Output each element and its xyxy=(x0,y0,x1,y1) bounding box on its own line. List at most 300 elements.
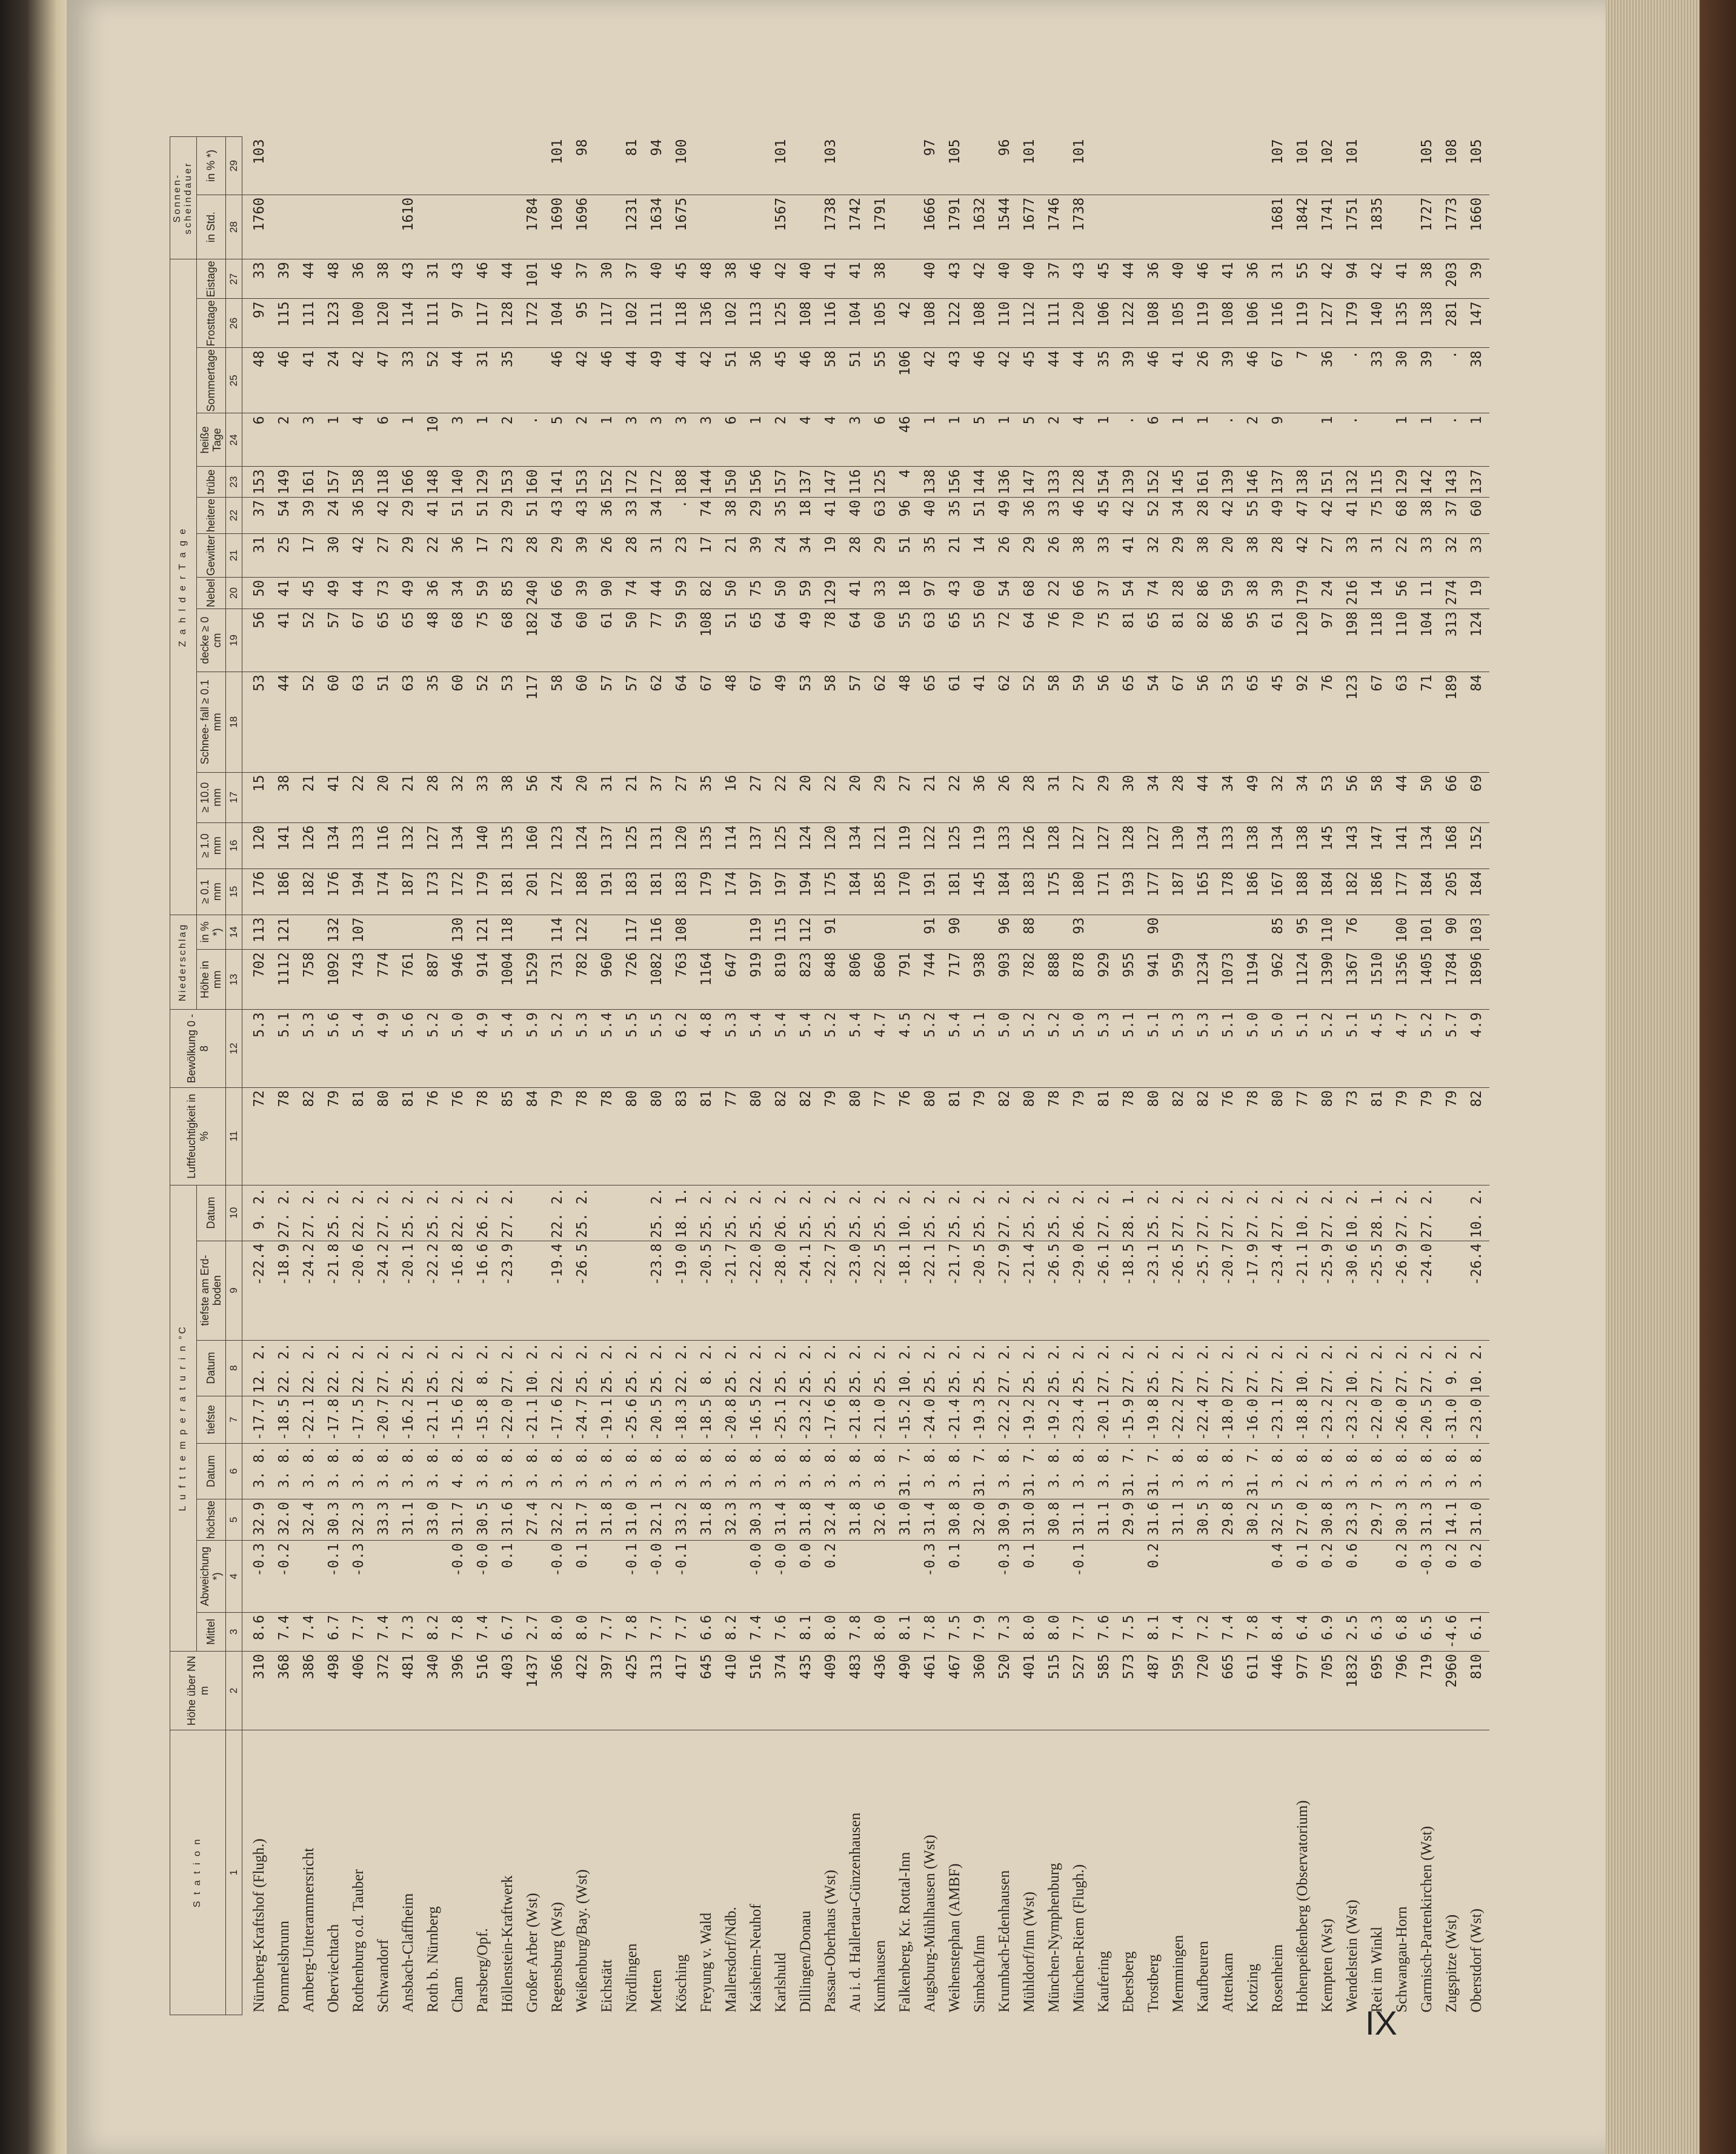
table-cell: 28 xyxy=(1266,533,1291,577)
table-cell: 27. 2. xyxy=(1191,1185,1216,1241)
table-cell: 145 xyxy=(1315,822,1340,869)
table-cell: -20.5 xyxy=(645,1396,670,1443)
table-cell: 183 xyxy=(620,869,645,915)
table-cell xyxy=(471,137,496,195)
table-cell: 170 xyxy=(893,869,918,915)
table-cell: 1610 xyxy=(396,195,421,259)
table-cell: 35 xyxy=(421,672,446,773)
table-cell: 3. 8. xyxy=(1365,1443,1390,1499)
table-cell xyxy=(620,1241,645,1340)
table-cell: 121 xyxy=(272,915,297,949)
table-cell: 165 xyxy=(1191,869,1216,915)
table-cell: 8.2 xyxy=(421,1612,446,1651)
table-cell: 161 xyxy=(1191,467,1216,498)
table-cell: 44 xyxy=(620,348,645,413)
table-cell: 110 xyxy=(1315,915,1340,949)
table-cell: 36 xyxy=(1142,259,1166,299)
table-cell: 177 xyxy=(1390,869,1415,915)
table-cell: 184 xyxy=(993,869,1017,915)
table-cell: 110 xyxy=(993,299,1017,348)
table-cell: -17.6 xyxy=(819,1396,843,1443)
table-cell: 38 xyxy=(1465,348,1489,413)
table-cell xyxy=(794,195,819,259)
table-cell: 45 xyxy=(297,577,322,609)
table-cell: 4.9 xyxy=(1465,1010,1489,1088)
table-cell xyxy=(1241,137,1266,195)
table-cell: 54 xyxy=(272,497,297,533)
table-cell: 101 xyxy=(1340,137,1365,195)
table-cell: 129 xyxy=(1390,467,1415,498)
table-cell xyxy=(496,195,520,259)
station-name: Schwandorf xyxy=(375,1939,392,2013)
table-cell: 117 xyxy=(471,299,496,348)
table-cell: 22. 2. xyxy=(545,1340,570,1396)
table-cell: -17.5 xyxy=(347,1396,371,1443)
table-cell: 193 xyxy=(1117,869,1142,915)
table-cell: 188 xyxy=(1291,869,1315,915)
table-cell: 25. 2. xyxy=(1017,1185,1042,1241)
table-cell: 5.0 xyxy=(993,1010,1017,1088)
table-cell: 108 xyxy=(918,299,943,348)
table-cell: 25. 2. xyxy=(1042,1185,1067,1241)
table-cell: 823 xyxy=(794,950,819,1010)
table-cell: 481 xyxy=(396,1652,421,1730)
table-cell: 3. 8. xyxy=(1390,1443,1415,1499)
table-cell: 36 xyxy=(1241,259,1266,299)
table-cell: 31.7 xyxy=(570,1499,595,1540)
table-cell: 446 xyxy=(1266,1652,1291,1730)
table-cell: 121 xyxy=(868,822,893,869)
table-cell: -21.7 xyxy=(943,1241,968,1340)
table-cell: 30.3 xyxy=(744,1499,769,1540)
table-cell: 160 xyxy=(520,467,545,498)
table-cell: 35 xyxy=(694,772,719,822)
table-cell: 8.0 xyxy=(868,1612,893,1651)
table-cell: 30.3 xyxy=(322,1499,347,1540)
station-name: Metten xyxy=(648,1969,665,2013)
table-cell: 4.5 xyxy=(893,1010,918,1088)
table-cell: 417 xyxy=(670,1652,694,1730)
table-cell: 184 xyxy=(1315,869,1340,915)
table-cell: 201 xyxy=(520,869,545,915)
col-number-29: 29 xyxy=(226,137,242,195)
col-header-10: Datum xyxy=(196,1185,225,1241)
table-cell: 8.1 xyxy=(794,1612,819,1651)
table-cell: 49 xyxy=(1241,772,1266,822)
table-cell: 51 xyxy=(471,497,496,533)
col-number-7: 7 xyxy=(226,1396,242,1443)
table-cell: 27. 2. xyxy=(1241,1340,1266,1396)
table-cell: 24 xyxy=(322,497,347,533)
table-cell: 148 xyxy=(421,467,446,498)
table-cell: 24 xyxy=(769,533,794,577)
table-cell: 959 xyxy=(1166,950,1191,1010)
table-cell: 61 xyxy=(943,672,968,773)
table-cell: -0.1 xyxy=(1067,1541,1092,1613)
table-cell: 24 xyxy=(322,348,347,413)
table-cell xyxy=(496,137,520,195)
table-cell: 67 xyxy=(1166,672,1191,773)
table-cell: 21 xyxy=(396,772,421,822)
table-cell: -23.0 xyxy=(1465,1396,1489,1443)
table-cell: 40 xyxy=(918,497,943,533)
table-cell: 27. 2. xyxy=(371,1340,396,1396)
table-cell: 55 xyxy=(1291,259,1315,299)
table-cell: 4. 8. xyxy=(446,1443,471,1499)
table-cell: 27. 2. xyxy=(1266,1185,1291,1241)
table-cell: 179 xyxy=(1340,299,1365,348)
table-cell: 21 xyxy=(620,772,645,822)
col-number-24: 24 xyxy=(226,413,242,467)
table-cell: 34 xyxy=(1166,497,1191,533)
table-cell: 75 xyxy=(1092,609,1117,672)
table-cell: 3. 8. xyxy=(570,1443,595,1499)
table-cell: 60 xyxy=(968,577,993,609)
table-cell: 157 xyxy=(769,467,794,498)
table-cell: 3 xyxy=(843,413,868,467)
table-cell: -19.2 xyxy=(1042,1396,1067,1443)
table-cell: 111 xyxy=(421,299,446,348)
col-number-27: 27 xyxy=(226,259,242,299)
table-cell xyxy=(1166,137,1191,195)
table-cell: 37 xyxy=(570,259,595,299)
table-cell: 106 xyxy=(893,348,918,413)
table-cell: 31.3 xyxy=(1415,1499,1440,1540)
table-cell: 122 xyxy=(918,822,943,869)
table-cell: 77 xyxy=(868,1087,893,1185)
table-cell: -0.0 xyxy=(471,1541,496,1613)
table-cell: 46 xyxy=(893,413,918,467)
table-cell: 1092 xyxy=(322,950,347,1010)
table-cell: 6.7 xyxy=(322,1612,347,1651)
table-cell: 5.6 xyxy=(322,1010,347,1088)
table-cell: 5.6 xyxy=(396,1010,421,1088)
table-cell: 25. 2. xyxy=(570,1185,595,1241)
table-cell: 38 xyxy=(1241,577,1266,609)
table-cell: -15.8 xyxy=(471,1396,496,1443)
table-cell: 176 xyxy=(242,869,272,915)
table-cell: 46 xyxy=(1191,259,1216,299)
table-cell: 720 xyxy=(1191,1652,1216,1730)
table-cell: 197 xyxy=(744,869,769,915)
table-cell: -19.8 xyxy=(1142,1396,1166,1443)
zahl-der-tage-group-header: Z a h l d e r T a g e xyxy=(170,259,197,915)
table-cell: 203 xyxy=(1440,259,1465,299)
table-cell: 9 xyxy=(1266,413,1291,467)
table-cell: 181 xyxy=(645,869,670,915)
col-number-6: 6 xyxy=(226,1443,242,1499)
table-cell: -25.9 xyxy=(1315,1241,1340,1340)
table-cell: 63 xyxy=(918,609,943,672)
table-cell: 105 xyxy=(868,299,893,348)
table-cell: 38 xyxy=(719,497,744,533)
table-cell: 5.5 xyxy=(645,1010,670,1088)
table-cell: 46 xyxy=(968,348,993,413)
table-cell: 6.9 xyxy=(1315,1612,1340,1651)
table-cell: 55 xyxy=(968,609,993,672)
table-cell: 56 xyxy=(1340,772,1365,822)
table-cell: 25. 2. xyxy=(620,1340,645,1396)
table-cell xyxy=(1216,915,1241,949)
table-cell xyxy=(520,1185,545,1241)
table-cell: 27. 2. xyxy=(496,1340,520,1396)
table-cell: 1164 xyxy=(694,950,719,1010)
table-cell: 0.2 xyxy=(1315,1541,1340,1613)
table-cell: 64 xyxy=(545,609,570,672)
table-cell: 161 xyxy=(297,467,322,498)
table-cell: 3. 8. xyxy=(396,1443,421,1499)
table-cell: 585 xyxy=(1092,1652,1117,1730)
table-row xyxy=(1067,137,1092,2015)
table-cell: -21.1 xyxy=(520,1396,545,1443)
table-cell: 49 xyxy=(993,497,1017,533)
table-cell: 7.7 xyxy=(347,1612,371,1651)
table-cell: 3. 8. xyxy=(1440,1443,1465,1499)
table-cell: 39 xyxy=(1415,348,1440,413)
table-cell: -4.6 xyxy=(1440,1612,1465,1651)
table-cell: 409 xyxy=(819,1652,843,1730)
table-cell: 49 xyxy=(645,348,670,413)
table-cell: 97 xyxy=(918,137,943,195)
table-cell: 81 xyxy=(1092,1087,1117,1185)
table-cell: 33 xyxy=(1092,533,1117,577)
table-cell: 144 xyxy=(694,467,719,498)
table-cell: 82 xyxy=(769,1087,794,1185)
table-cell: 743 xyxy=(347,950,371,1010)
table-cell: 105 xyxy=(1465,137,1489,195)
table-cell: . xyxy=(520,413,545,467)
table-cell: 29 xyxy=(1017,533,1042,577)
table-cell xyxy=(322,137,347,195)
table-cell: 116 xyxy=(645,915,670,949)
table-cell: 3. 8. xyxy=(620,1443,645,1499)
table-cell: 1 xyxy=(471,413,496,467)
table-cell: 10. 2. xyxy=(520,1340,545,1396)
table-cell: 55 xyxy=(893,609,918,672)
table-cell: 37 xyxy=(242,497,272,533)
table-cell: 3 xyxy=(446,413,471,467)
table-cell: 2 xyxy=(1241,413,1266,467)
table-cell: 1675 xyxy=(670,195,694,259)
table-cell: 67 xyxy=(347,609,371,672)
table-cell: 78 xyxy=(570,1087,595,1185)
table-cell: 3. 8. xyxy=(868,1443,893,1499)
table-cell: -20.5 xyxy=(968,1241,993,1340)
table-cell: 848 xyxy=(819,950,843,1010)
table-cell: 52 xyxy=(421,348,446,413)
table-cell: 34 xyxy=(446,577,471,609)
station-name: Amberg-Unterammersricht xyxy=(301,1847,318,2013)
table-cell: 5.2 xyxy=(819,1010,843,1088)
table-cell: 65 xyxy=(1142,609,1166,672)
table-cell: 20 xyxy=(570,772,595,822)
table-cell: 28. 1. xyxy=(1365,1185,1390,1241)
table-cell xyxy=(371,137,396,195)
table-cell: 100 xyxy=(670,137,694,195)
table-cell: 153 xyxy=(242,467,272,498)
table-cell xyxy=(520,1541,545,1613)
table-cell: 30.3 xyxy=(1390,1499,1415,1540)
table-row xyxy=(1465,137,1489,2015)
table-cell: 70 xyxy=(1067,609,1092,672)
table-cell: 28 xyxy=(1166,577,1191,609)
table-cell xyxy=(1390,137,1415,195)
station-name: Augsburg-Mühlhausen (Wst) xyxy=(922,1835,939,2013)
table-cell: 82 xyxy=(1191,1087,1216,1185)
table-cell: 32.4 xyxy=(297,1499,322,1540)
table-cell: 1681 xyxy=(1266,195,1291,259)
table-cell: 147 xyxy=(819,467,843,498)
col-number-3: 3 xyxy=(226,1612,242,1651)
table-cell: 5.2 xyxy=(545,1010,570,1088)
climate-table xyxy=(170,136,1489,2015)
table-cell: 112 xyxy=(1017,299,1042,348)
table-cell: 1835 xyxy=(1365,195,1390,259)
table-cell: 140 xyxy=(446,467,471,498)
table-cell: 49 xyxy=(769,672,794,773)
table-cell: 0.0 xyxy=(794,1541,819,1613)
table-cell: -26.1 xyxy=(1092,1241,1117,1340)
table-cell: 1082 xyxy=(645,950,670,1010)
table-cell: 6.5 xyxy=(1415,1612,1440,1651)
table-cell xyxy=(446,195,471,259)
station-name: Falkenberg, Kr. Rottal-Inn xyxy=(897,1852,914,2013)
table-row xyxy=(1266,137,1291,2015)
table-cell: 58 xyxy=(819,672,843,773)
table-cell: 110 xyxy=(1390,609,1415,672)
table-row xyxy=(645,137,670,2015)
table-cell xyxy=(1365,1541,1390,1613)
table-cell: 41 xyxy=(297,348,322,413)
table-cell: 85 xyxy=(496,577,520,609)
table-cell: 65 xyxy=(943,609,968,672)
table-cell: 133 xyxy=(347,822,371,869)
table-cell: 125 xyxy=(620,822,645,869)
table-cell: 50 xyxy=(620,609,645,672)
table-cell: 30.5 xyxy=(471,1499,496,1540)
table-cell: 186 xyxy=(1365,869,1390,915)
table-cell: 49 xyxy=(322,577,347,609)
table-cell: 173 xyxy=(421,869,446,915)
table-cell: 15 xyxy=(242,772,272,822)
table-cell: 5.0 xyxy=(1266,1010,1291,1088)
table-cell: 938 xyxy=(968,950,993,1010)
table-cell: 141 xyxy=(1390,822,1415,869)
table-cell: 56 xyxy=(520,772,545,822)
table-cell: 4.9 xyxy=(371,1010,396,1088)
table-cell: 30 xyxy=(1390,348,1415,413)
table-cell: 10. 2. xyxy=(1465,1185,1489,1241)
station-group-header: S t a t i o n xyxy=(170,1730,226,2015)
table-cell: -18.5 xyxy=(272,1396,297,1443)
table-cell: 36 xyxy=(744,348,769,413)
table-cell: 134 xyxy=(1191,822,1216,869)
table-cell xyxy=(694,195,719,259)
table-cell: 31 xyxy=(645,533,670,577)
table-cell: 101 xyxy=(1017,137,1042,195)
table-cell: 177 xyxy=(1142,869,1166,915)
table-cell: 25. 2. xyxy=(918,1185,943,1241)
table-cell: 3. 8. xyxy=(545,1443,570,1499)
table-cell: 6.3 xyxy=(1365,1612,1390,1651)
table-cell: 25. 2. xyxy=(819,1185,843,1241)
table-cell: 960 xyxy=(595,950,620,1010)
table-cell: 878 xyxy=(1067,950,1092,1010)
table-cell: 172 xyxy=(620,467,645,498)
table-cell: 5.2 xyxy=(1315,1010,1340,1088)
table-cell: 1760 xyxy=(242,195,272,259)
table-cell: 44 xyxy=(1191,772,1216,822)
table-cell: 33 xyxy=(868,577,893,609)
table-cell: . xyxy=(1340,348,1365,413)
table-cell: -19.1 xyxy=(595,1396,620,1443)
table-cell: 490 xyxy=(893,1652,918,1730)
table-cell: 57 xyxy=(322,609,347,672)
table-cell: 101 xyxy=(545,137,570,195)
table-row xyxy=(1117,137,1142,2015)
table-cell: 48 xyxy=(694,259,719,299)
table-cell: 2.5 xyxy=(1340,1612,1365,1651)
table-cell: 27. 2. xyxy=(1191,1340,1216,1396)
table-cell: . xyxy=(1440,348,1465,413)
table-cell: 46 xyxy=(272,348,297,413)
table-cell: 41 xyxy=(1390,259,1415,299)
station-name: Trostberg xyxy=(1145,1954,1162,2013)
table-cell: 45 xyxy=(1017,348,1042,413)
table-cell: 941 xyxy=(1142,950,1166,1010)
table-cell: 31.7 xyxy=(446,1499,471,1540)
table-cell: 38 xyxy=(1191,533,1216,577)
col-number-4: 4 xyxy=(226,1541,242,1613)
table-cell: 76 xyxy=(1340,915,1365,949)
table-cell: 167 xyxy=(1266,869,1291,915)
table-cell: 1 xyxy=(918,413,943,467)
table-cell xyxy=(595,1541,620,1613)
table-cell xyxy=(1142,195,1166,259)
table-cell: 22 xyxy=(421,533,446,577)
table-cell: 10. 2. xyxy=(1340,1340,1365,1396)
table-cell: 1832 xyxy=(1340,1652,1365,1730)
table-cell: 20 xyxy=(371,772,396,822)
table-cell: -20.1 xyxy=(1092,1396,1117,1443)
table-cell: 82 xyxy=(694,577,719,609)
table-cell: 44 xyxy=(347,577,371,609)
table-cell: 92 xyxy=(1291,672,1315,773)
table-cell: 30.8 xyxy=(1042,1499,1067,1540)
table-cell: 10. 2. xyxy=(893,1340,918,1396)
table-cell: -0.0 xyxy=(769,1541,794,1613)
table-cell: 38 xyxy=(1415,259,1440,299)
table-cell: 1751 xyxy=(1340,195,1365,259)
table-cell: 761 xyxy=(396,950,421,1010)
table-cell: 763 xyxy=(670,950,694,1010)
table-cell: 142 xyxy=(1415,467,1440,498)
table-cell: 50 xyxy=(719,577,744,609)
table-cell: 27. 2. xyxy=(1365,1340,1390,1396)
table-cell: 46 xyxy=(1241,348,1266,413)
table-cell: 3. 8. xyxy=(918,1443,943,1499)
table-cell: 39 xyxy=(744,533,769,577)
table-cell xyxy=(694,1541,719,1613)
table-cell: 23 xyxy=(496,533,520,577)
table-cell: 5 xyxy=(545,413,570,467)
table-cell: 76 xyxy=(446,1087,471,1185)
table-cell: 158 xyxy=(347,467,371,498)
table-cell: 810 xyxy=(1465,1652,1489,1730)
table-cell xyxy=(1241,1541,1266,1613)
page-edges xyxy=(1606,0,1736,2154)
col-number-1: 1 xyxy=(226,1730,242,2015)
